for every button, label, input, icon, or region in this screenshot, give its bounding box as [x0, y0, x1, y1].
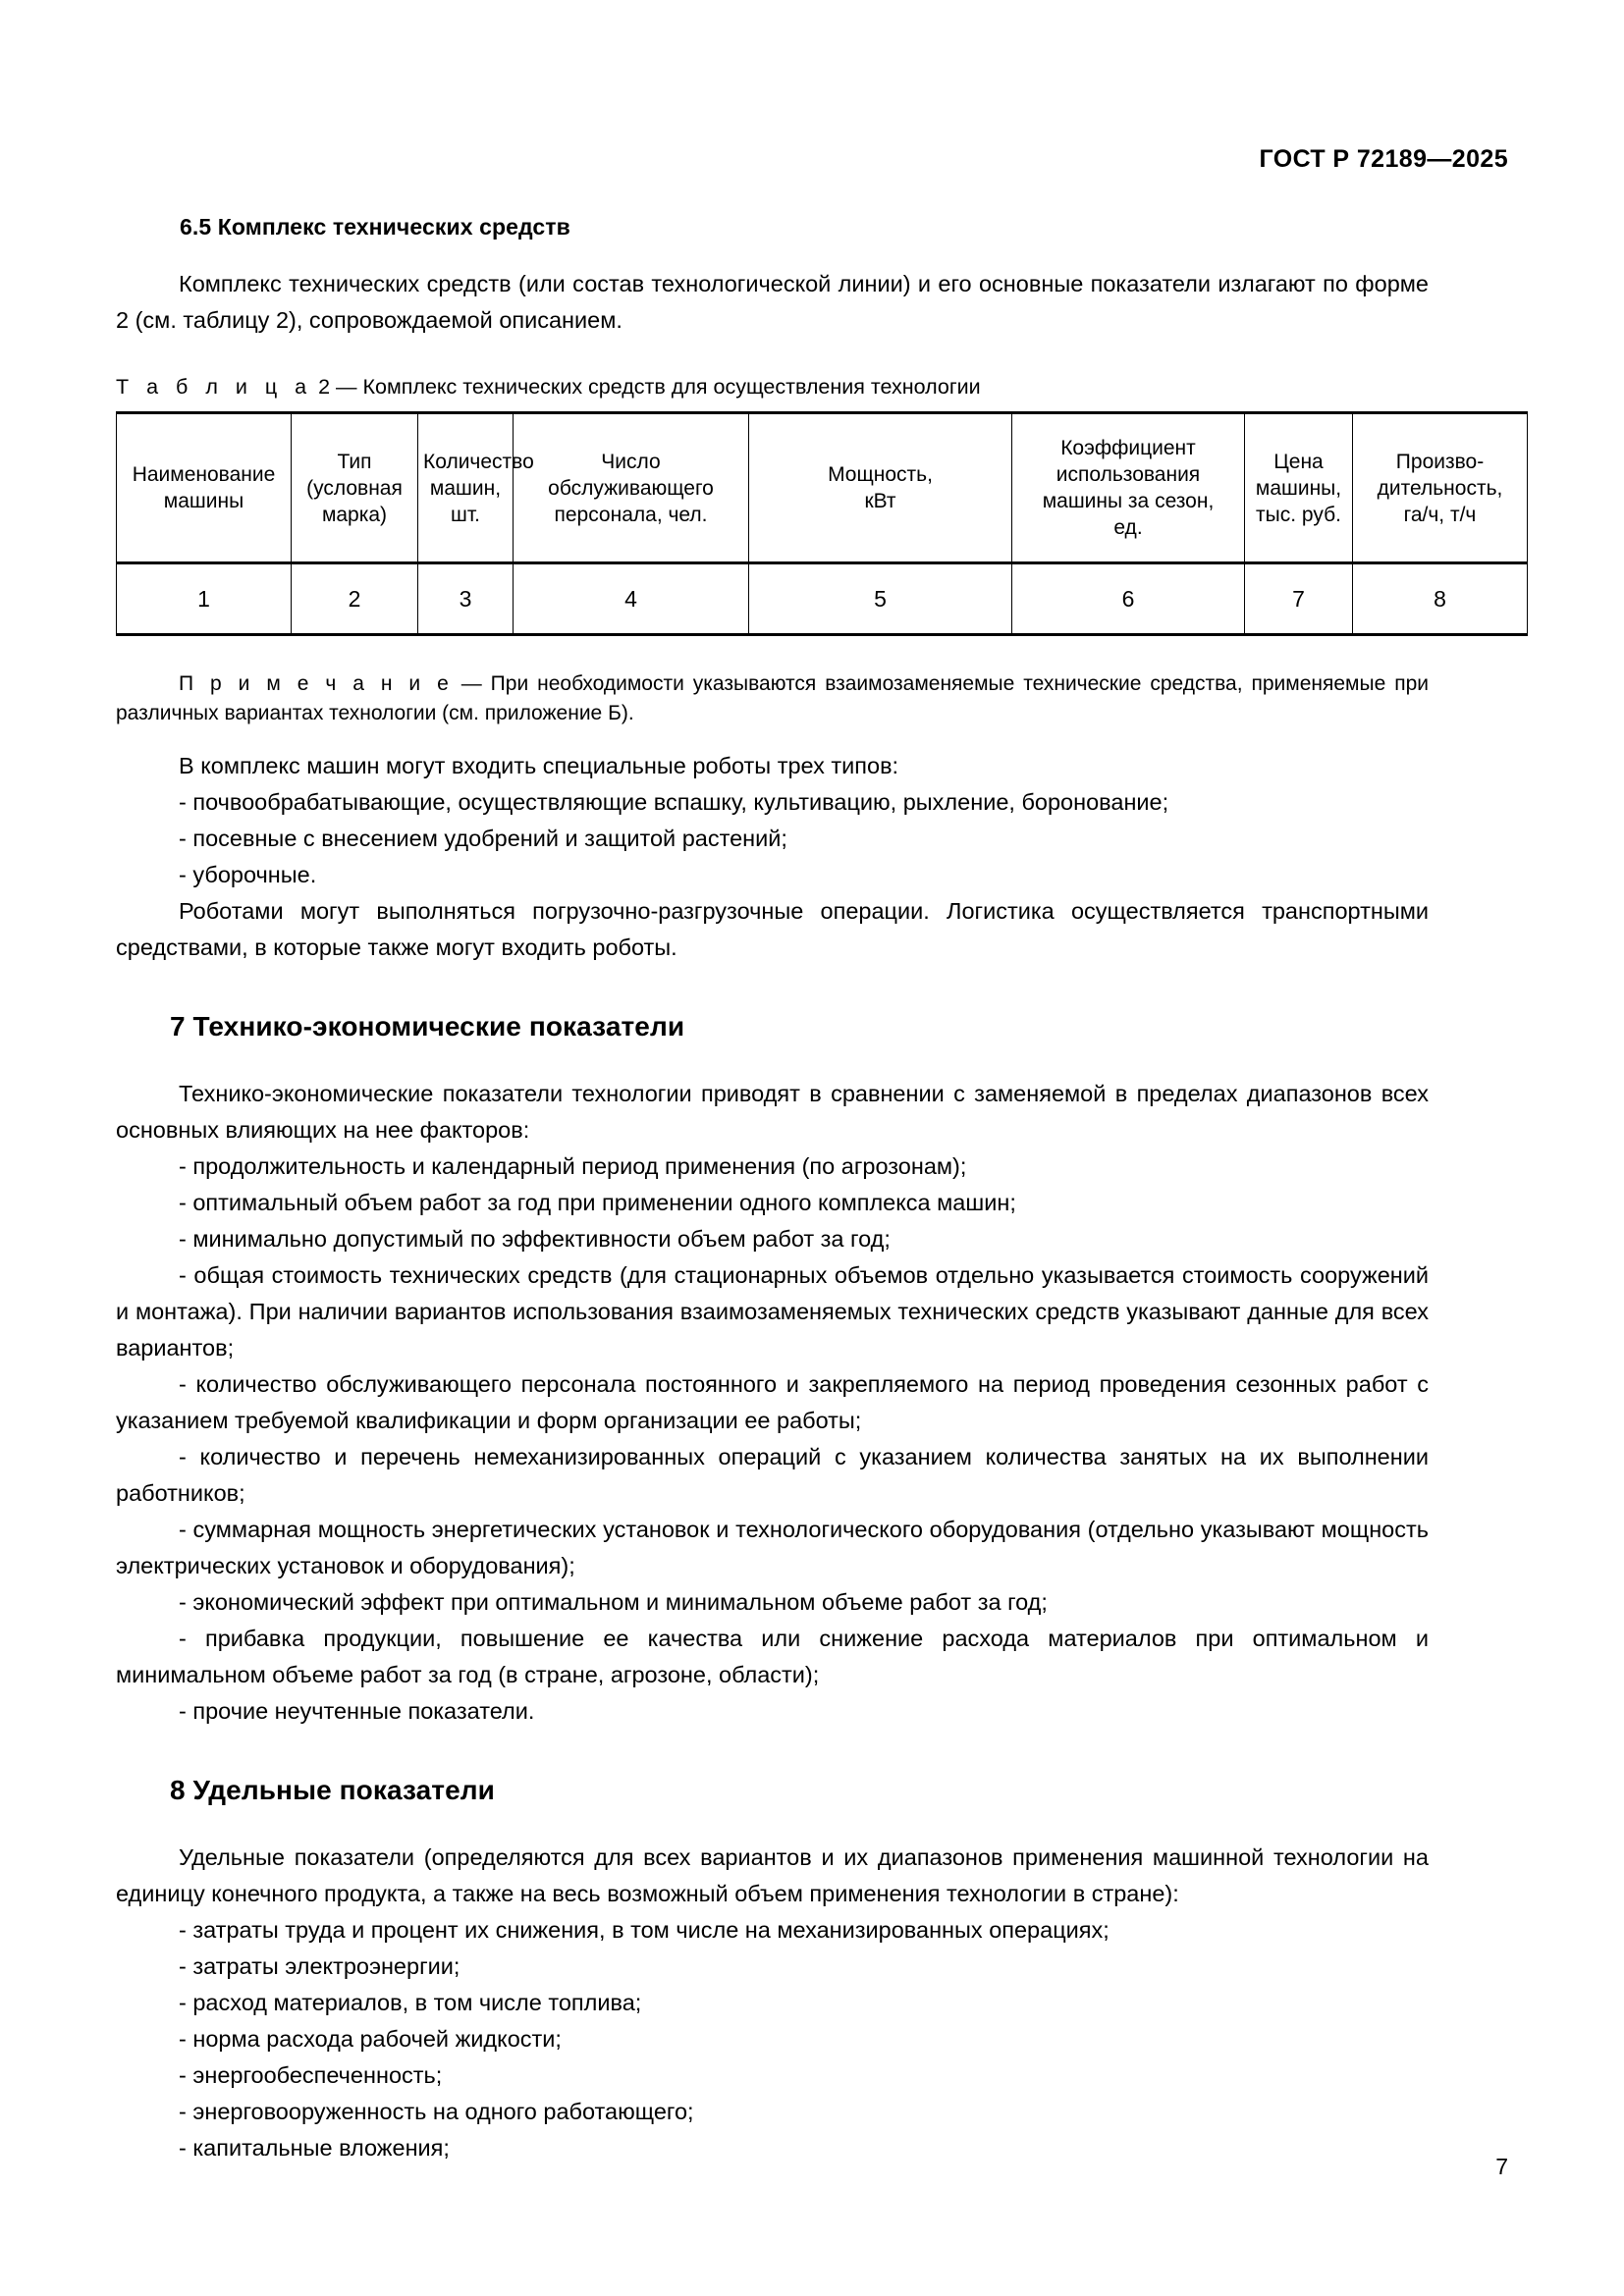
section-7-intro: Технико-экономические показатели технологии приводят в сравнении с заменяемой в пределах диапазонов всех основных влияющих на нее факторов: — [116, 1081, 1429, 1143]
table-cell-number: 2 — [292, 563, 418, 635]
spacer — [116, 966, 1429, 1011]
table-row — [117, 563, 1528, 635]
header-line: машин, шт. — [429, 476, 502, 526]
note-dash: — — [460, 672, 482, 695]
spacer — [116, 636, 1429, 669]
header-line: га/ч, т/ч — [1403, 503, 1477, 526]
spacer — [116, 1042, 1429, 1076]
table-2-body — [117, 563, 1528, 635]
table-caption-label: Т а б л и ц а — [116, 375, 313, 399]
header-line: кВт — [864, 490, 896, 512]
header-line: Число — [601, 450, 661, 473]
section-7-item: - прибавка продукции, повышение ее качества или снижение расхода материалов при оптимальном и минимальном объеме работ за год (в стране, агрозоне, области); — [116, 1626, 1429, 1687]
spacer — [116, 728, 1429, 748]
note-text: При необходимости указываются взаимозаменяемые технические средства, применяемые при различных вариантах технологии (см. приложение Б). — [116, 672, 1429, 724]
spacer — [116, 339, 1429, 372]
table-cell-number: 8 — [1353, 563, 1528, 635]
section-7-item: - минимально допустимый по эффективности объем работ за год; — [179, 1226, 891, 1252]
table-cell-number: 5 — [749, 563, 1012, 635]
note-label: П р и м е ч а н и е — [179, 672, 453, 695]
table-col-header-tsena — [1245, 413, 1353, 563]
section-7-item: - количество обслуживающего персонала постоянного и закрепляемого на период проведения сезонных работ с указанием требуемой квалификации и форм организации ее работы; — [116, 1371, 1429, 1433]
table-col-header-koeffitsient — [1012, 413, 1245, 563]
section-7-item: - продолжительность и календарный период применения (по агрозонам); — [179, 1153, 967, 1179]
header-line: машины за сезон, — [1042, 490, 1215, 512]
header-line: Мощность, — [828, 463, 933, 486]
header-line: Наименование — [132, 463, 276, 486]
section-8-item: - затраты труда и процент их снижения, в том числе на механизированных операциях; — [179, 1917, 1110, 1943]
section-7-item: - количество и перечень немеханизированных операций с указанием количества занятых на их выполнении работников; — [116, 1444, 1429, 1506]
table-2-header — [117, 413, 1528, 563]
section-8-item: - энерговооруженность на одного работающего; — [179, 2099, 694, 2124]
page-number: 7 — [1495, 2154, 1508, 2179]
section-8-item: - затраты электроэнергии; — [179, 1953, 460, 1979]
section-7-item: - экономический эффект при оптимальном и минимальном объеме работ за год; — [179, 1589, 1048, 1615]
section-8-item: - расход материалов, в том числе топлива; — [179, 1990, 642, 2015]
table-2-caption — [116, 372, 1429, 401]
running-header: ГОСТ Р 72189—2025 — [1259, 145, 1508, 173]
heading-section-7: 7 Технико-экономические показатели — [170, 1011, 685, 1041]
header-line: Цена — [1273, 450, 1324, 473]
header-line: машины — [163, 490, 244, 512]
table-caption-dash: — — [336, 375, 357, 399]
robots-closing: Роботами могут выполняться погрузочно-разгрузочные операции. Логистика осуществляется транспортными средствами, в которые также могут входить роботы. — [116, 898, 1429, 960]
table-header-row — [117, 413, 1528, 563]
heading-section-8: 8 Удельные показатели — [170, 1775, 495, 1805]
header-line: дительность, — [1377, 476, 1503, 500]
section-8-intro: Удельные показатели (определяются для всех вариантов и их диапазонов применения машинной технологии на единицу конечного продукта, а также на весь возможный объем применения технологии в стране): — [116, 1844, 1429, 1906]
header-line: Произво- — [1395, 450, 1485, 473]
header-line: Тип — [337, 450, 372, 473]
table-caption-number: 2 — [318, 375, 331, 399]
section-8-item: - энергообеспеченность; — [179, 2062, 443, 2088]
table-cell-number: 7 — [1245, 563, 1353, 635]
paragraph-6-5-intro: Комплекс технических средств (или состав технологической линии) и его основные показатели излагают по форме 2 (см. таблицу 2), сопровождаемой описанием. — [116, 271, 1429, 333]
table-col-header-proizvoditelnost — [1353, 413, 1528, 563]
table-cell-number: 3 — [418, 563, 514, 635]
section-8-item: - капитальные вложения; — [179, 2135, 450, 2161]
header-line: Количество — [423, 450, 534, 473]
header-line: марка) — [321, 503, 388, 526]
section-7-item: - оптимальный объем работ за год при применении одного комплекса машин; — [179, 1190, 1016, 1215]
table-col-header-tip — [292, 413, 418, 563]
header-line: Коэффициент — [1060, 437, 1196, 459]
table-cell-number: 6 — [1012, 563, 1245, 635]
table-2 — [116, 411, 1528, 636]
section-7-item: - суммарная мощность энергетических установок и технологического оборудования (отдельно указывают мощность электрических установок и оборудования); — [116, 1517, 1429, 1578]
table-caption-title: Комплекс технических средств для осуществления технологии — [362, 375, 981, 399]
header-line: использования — [1056, 463, 1201, 486]
spacer — [116, 1730, 1429, 1775]
robots-item: - посевные с внесением удобрений и защитой растений; — [179, 826, 787, 851]
spacer — [116, 1806, 1429, 1840]
header-line: машины, — [1255, 476, 1342, 500]
page-content — [116, 214, 1503, 2166]
table-col-header-chislo-personala — [514, 413, 749, 563]
header-line: (условная — [306, 476, 403, 500]
table-col-header-naimenovanie — [117, 413, 292, 563]
section-7-item: - прочие неучтенные показатели. — [179, 1698, 535, 1724]
header-line: тыс. руб. — [1256, 503, 1341, 526]
table-col-header-moshchnost — [749, 413, 1012, 563]
header-line: персонала, чел. — [554, 503, 708, 526]
section-7-item: - общая стоимость технических средств (для стационарных объемов отдельно указывается стоимость сооружений и монтажа). При наличии вариантов использования взаимозаменяемых технических средств указывают данные для всех вариантов; — [116, 1262, 1429, 1361]
section-8-item: - норма расхода рабочей жидкости; — [179, 2026, 562, 2052]
robots-intro: В комплекс машин могут входить специальные роботы трех типов: — [179, 753, 899, 778]
header-line: ед. — [1113, 516, 1143, 539]
heading-6-5: 6.5 Комплекс технических средств — [180, 214, 570, 240]
header-line: обслуживающего — [548, 476, 714, 500]
robots-item: - почвообрабатывающие, осуществляющие вспашку, культивацию, рыхление, боронование; — [179, 789, 1169, 815]
table-cell-number: 4 — [514, 563, 749, 635]
table-2-note — [116, 669, 1429, 728]
robots-item: - уборочные. — [179, 862, 317, 887]
table-cell-number: 1 — [117, 563, 292, 635]
table-col-header-kolichestvo — [418, 413, 534, 563]
